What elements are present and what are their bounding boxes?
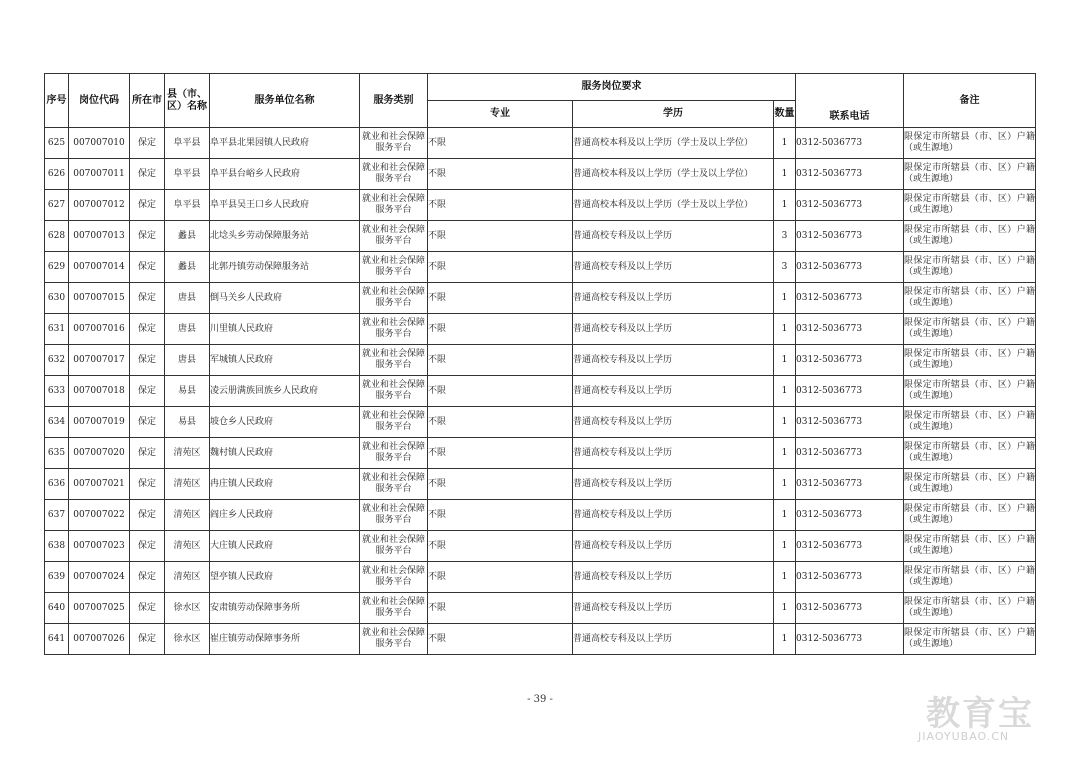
cell-unit: 冉庄镇人民政府 [210,469,360,500]
cell-seq: 630 [45,283,69,314]
cell-education: 普通高校专科及以上学历 [573,593,774,624]
cell-note: 限保定市所辖县（市、区）户籍（或生源地） [904,469,1036,500]
cell-city: 保定 [130,469,165,500]
watermark-logo [918,686,1068,746]
cell-city: 保定 [130,252,165,283]
header-unit: 服务单位名称 [210,74,360,128]
cell-service-type: 就业和社会保障服务平台 [360,438,428,469]
cell-code: 007007024 [69,562,130,593]
cell-code: 007007022 [69,500,130,531]
cell-service-type: 就业和社会保障服务平台 [360,252,428,283]
cell-seq: 625 [45,128,69,159]
cell-city: 保定 [130,314,165,345]
table-row [45,438,1036,469]
cell-county: 易县 [165,407,210,438]
table-row [45,221,1036,252]
cell-note: 限保定市所辖县（市、区）户籍（或生源地） [904,376,1036,407]
cell-count: 1 [774,593,796,624]
cell-education: 普通高校专科及以上学历 [573,345,774,376]
header-county: 县（市、区）名称 [165,74,210,128]
cell-county: 唐县 [165,314,210,345]
table-row [45,500,1036,531]
recruitment-table [44,73,1036,655]
cell-city: 保定 [130,159,165,190]
cell-code: 007007012 [69,190,130,221]
cell-note: 限保定市所辖县（市、区）户籍（或生源地） [904,190,1036,221]
cell-count: 1 [774,531,796,562]
cell-phone: 0312-5036773 [796,500,904,531]
cell-county: 蠡县 [165,221,210,252]
table-row [45,376,1036,407]
cell-note: 限保定市所辖县（市、区）户籍（或生源地） [904,562,1036,593]
cell-county: 阜平县 [165,190,210,221]
cell-city: 保定 [130,345,165,376]
cell-major: 不限 [428,469,573,500]
cell-unit: 魏村镇人民政府 [210,438,360,469]
cell-service-type: 就业和社会保障服务平台 [360,159,428,190]
cell-code: 007007019 [69,407,130,438]
cell-county: 阜平县 [165,159,210,190]
cell-service-type: 就业和社会保障服务平台 [360,345,428,376]
cell-county: 清苑区 [165,469,210,500]
cell-unit: 崔庄镇劳动保障事务所 [210,624,360,655]
cell-city: 保定 [130,221,165,252]
cell-city: 保定 [130,128,165,159]
cell-major: 不限 [428,159,573,190]
cell-code: 007007025 [69,593,130,624]
cell-service-type: 就业和社会保障服务平台 [360,562,428,593]
cell-unit: 安肃镇劳动保障事务所 [210,593,360,624]
cell-seq: 629 [45,252,69,283]
table-row [45,314,1036,345]
cell-service-type: 就业和社会保障服务平台 [360,500,428,531]
cell-phone: 0312-5036773 [796,376,904,407]
cell-code: 007007014 [69,252,130,283]
cell-code: 007007026 [69,624,130,655]
cell-county: 唐县 [165,283,210,314]
table-row [45,190,1036,221]
watermark-en: JIAOYUBAO.CN [918,730,1010,743]
cell-seq: 634 [45,407,69,438]
cell-city: 保定 [130,438,165,469]
cell-phone: 0312-5036773 [796,531,904,562]
cell-count: 1 [774,159,796,190]
cell-city: 保定 [130,190,165,221]
table-row [45,252,1036,283]
cell-seq: 633 [45,376,69,407]
cell-count: 1 [774,438,796,469]
cell-phone: 0312-5036773 [796,221,904,252]
cell-code: 007007023 [69,531,130,562]
cell-count: 1 [774,314,796,345]
cell-phone: 0312-5036773 [796,190,904,221]
cell-seq: 637 [45,500,69,531]
cell-unit: 北郭丹镇劳动保障服务站 [210,252,360,283]
cell-phone: 0312-5036773 [796,438,904,469]
cell-unit: 倒马关乡人民政府 [210,283,360,314]
cell-county: 唐县 [165,345,210,376]
cell-count: 1 [774,283,796,314]
header-city: 所在市 [130,74,165,128]
cell-education: 普通高校专科及以上学历 [573,531,774,562]
cell-city: 保定 [130,531,165,562]
cell-service-type: 就业和社会保障服务平台 [360,593,428,624]
cell-city: 保定 [130,593,165,624]
cell-code: 007007010 [69,128,130,159]
cell-phone: 0312-5036773 [796,407,904,438]
cell-unit: 大庄镇人民政府 [210,531,360,562]
cell-note: 限保定市所辖县（市、区）户籍（或生源地） [904,438,1036,469]
cell-service-type: 就业和社会保障服务平台 [360,469,428,500]
cell-major: 不限 [428,252,573,283]
cell-code: 007007015 [69,283,130,314]
table-row [45,624,1036,655]
cell-service-type: 就业和社会保障服务平台 [360,531,428,562]
cell-unit: 望亭镇人民政府 [210,562,360,593]
cell-education: 普通高校本科及以上学历（学士及以上学位） [573,190,774,221]
cell-phone: 0312-5036773 [796,252,904,283]
cell-major: 不限 [428,314,573,345]
cell-code: 007007013 [69,221,130,252]
cell-note: 限保定市所辖县（市、区）户籍（或生源地） [904,283,1036,314]
cell-major: 不限 [428,531,573,562]
cell-education: 普通高校专科及以上学历 [573,407,774,438]
cell-unit: 阎庄乡人民政府 [210,500,360,531]
cell-city: 保定 [130,500,165,531]
cell-count: 1 [774,500,796,531]
cell-unit: 阜平县台峪乡人民政府 [210,159,360,190]
cell-service-type: 就业和社会保障服务平台 [360,407,428,438]
table-row [45,345,1036,376]
cell-count: 1 [774,407,796,438]
cell-phone: 0312-5036773 [796,159,904,190]
cell-major: 不限 [428,376,573,407]
cell-service-type: 就业和社会保障服务平台 [360,190,428,221]
cell-city: 保定 [130,624,165,655]
header-requirements: 服务岗位要求 [428,74,796,101]
cell-note: 限保定市所辖县（市、区）户籍（或生源地） [904,593,1036,624]
cell-note: 限保定市所辖县（市、区）户籍（或生源地） [904,345,1036,376]
cell-phone: 0312-5036773 [796,314,904,345]
table-row [45,128,1036,159]
cell-code: 007007011 [69,159,130,190]
header-seq: 序号 [45,74,69,128]
cell-education: 普通高校专科及以上学历 [573,624,774,655]
cell-unit: 北埝头乡劳动保障服务站 [210,221,360,252]
cell-seq: 631 [45,314,69,345]
cell-unit: 军城镇人民政府 [210,345,360,376]
cell-seq: 626 [45,159,69,190]
cell-education: 普通高校专科及以上学历 [573,376,774,407]
cell-major: 不限 [428,407,573,438]
cell-phone: 0312-5036773 [796,593,904,624]
cell-code: 007007020 [69,438,130,469]
cell-count: 1 [774,345,796,376]
header-phone: 联系电话 [796,74,904,128]
cell-count: 3 [774,221,796,252]
cell-code: 007007018 [69,376,130,407]
cell-count: 1 [774,190,796,221]
cell-major: 不限 [428,593,573,624]
cell-note: 限保定市所辖县（市、区）户籍（或生源地） [904,500,1036,531]
cell-major: 不限 [428,438,573,469]
header-note: 备注 [904,74,1036,128]
header-major: 专业 [428,101,573,128]
cell-phone: 0312-5036773 [796,283,904,314]
cell-major: 不限 [428,221,573,252]
cell-county: 易县 [165,376,210,407]
watermark-cn: 教育宝 [926,694,1034,734]
cell-seq: 635 [45,438,69,469]
cell-unit: 川里镇人民政府 [210,314,360,345]
cell-education: 普通高校专科及以上学历 [573,562,774,593]
cell-county: 清苑区 [165,438,210,469]
cell-major: 不限 [428,190,573,221]
cell-phone: 0312-5036773 [796,345,904,376]
cell-count: 1 [774,128,796,159]
cell-count: 1 [774,562,796,593]
cell-seq: 641 [45,624,69,655]
cell-seq: 632 [45,345,69,376]
cell-note: 限保定市所辖县（市、区）户籍（或生源地） [904,624,1036,655]
table-row [45,407,1036,438]
cell-education: 普通高校专科及以上学历 [573,283,774,314]
cell-county: 蠡县 [165,252,210,283]
cell-service-type: 就业和社会保障服务平台 [360,376,428,407]
cell-seq: 638 [45,531,69,562]
cell-code: 007007021 [69,469,130,500]
cell-county: 阜平县 [165,128,210,159]
cell-education: 普通高校本科及以上学历（学士及以上学位） [573,159,774,190]
header-service-type: 服务类别 [360,74,428,128]
cell-note: 限保定市所辖县（市、区）户籍（或生源地） [904,221,1036,252]
cell-major: 不限 [428,128,573,159]
cell-city: 保定 [130,407,165,438]
cell-education: 普通高校专科及以上学历 [573,314,774,345]
cell-seq: 636 [45,469,69,500]
cell-service-type: 就业和社会保障服务平台 [360,283,428,314]
table-row [45,283,1036,314]
header-code: 岗位代码 [69,74,130,128]
cell-seq: 627 [45,190,69,221]
cell-code: 007007017 [69,345,130,376]
cell-unit: 阜平县吴王口乡人民政府 [210,190,360,221]
cell-major: 不限 [428,345,573,376]
cell-city: 保定 [130,562,165,593]
cell-education: 普通高校本科及以上学历（学士及以上学位） [573,128,774,159]
cell-count: 1 [774,624,796,655]
cell-education: 普通高校专科及以上学历 [573,469,774,500]
cell-seq: 640 [45,593,69,624]
cell-unit: 坡仓乡人民政府 [210,407,360,438]
cell-phone: 0312-5036773 [796,624,904,655]
cell-major: 不限 [428,624,573,655]
cell-major: 不限 [428,562,573,593]
cell-county: 徐水区 [165,593,210,624]
header-count: 数量 [774,101,796,128]
cell-count: 3 [774,252,796,283]
table-body [45,128,1036,655]
cell-service-type: 就业和社会保障服务平台 [360,624,428,655]
cell-education: 普通高校专科及以上学历 [573,500,774,531]
table-row [45,562,1036,593]
cell-unit: 凌云册满族回族乡人民政府 [210,376,360,407]
cell-county: 清苑区 [165,500,210,531]
cell-county: 徐水区 [165,624,210,655]
table-row [45,531,1036,562]
cell-count: 1 [774,376,796,407]
cell-count: 1 [774,469,796,500]
cell-city: 保定 [130,376,165,407]
page-number: - 39 - [527,694,553,705]
cell-phone: 0312-5036773 [796,562,904,593]
table-row [45,469,1036,500]
cell-education: 普通高校专科及以上学历 [573,252,774,283]
cell-major: 不限 [428,500,573,531]
cell-seq: 628 [45,221,69,252]
cell-major: 不限 [428,283,573,314]
cell-note: 限保定市所辖县（市、区）户籍（或生源地） [904,407,1036,438]
cell-service-type: 就业和社会保障服务平台 [360,221,428,252]
cell-county: 清苑区 [165,531,210,562]
cell-county: 清苑区 [165,562,210,593]
cell-education: 普通高校专科及以上学历 [573,221,774,252]
table-row [45,159,1036,190]
cell-service-type: 就业和社会保障服务平台 [360,128,428,159]
header-education: 学历 [573,101,774,128]
cell-city: 保定 [130,283,165,314]
cell-note: 限保定市所辖县（市、区）户籍（或生源地） [904,128,1036,159]
cell-seq: 639 [45,562,69,593]
cell-note: 限保定市所辖县（市、区）户籍（或生源地） [904,252,1036,283]
cell-education: 普通高校专科及以上学历 [573,438,774,469]
cell-service-type: 就业和社会保障服务平台 [360,314,428,345]
cell-code: 007007016 [69,314,130,345]
cell-phone: 0312-5036773 [796,128,904,159]
cell-unit: 阜平县北果园镇人民政府 [210,128,360,159]
cell-note: 限保定市所辖县（市、区）户籍（或生源地） [904,159,1036,190]
cell-phone: 0312-5036773 [796,469,904,500]
cell-note: 限保定市所辖县（市、区）户籍（或生源地） [904,531,1036,562]
cell-note: 限保定市所辖县（市、区）户籍（或生源地） [904,314,1036,345]
table-row [45,593,1036,624]
